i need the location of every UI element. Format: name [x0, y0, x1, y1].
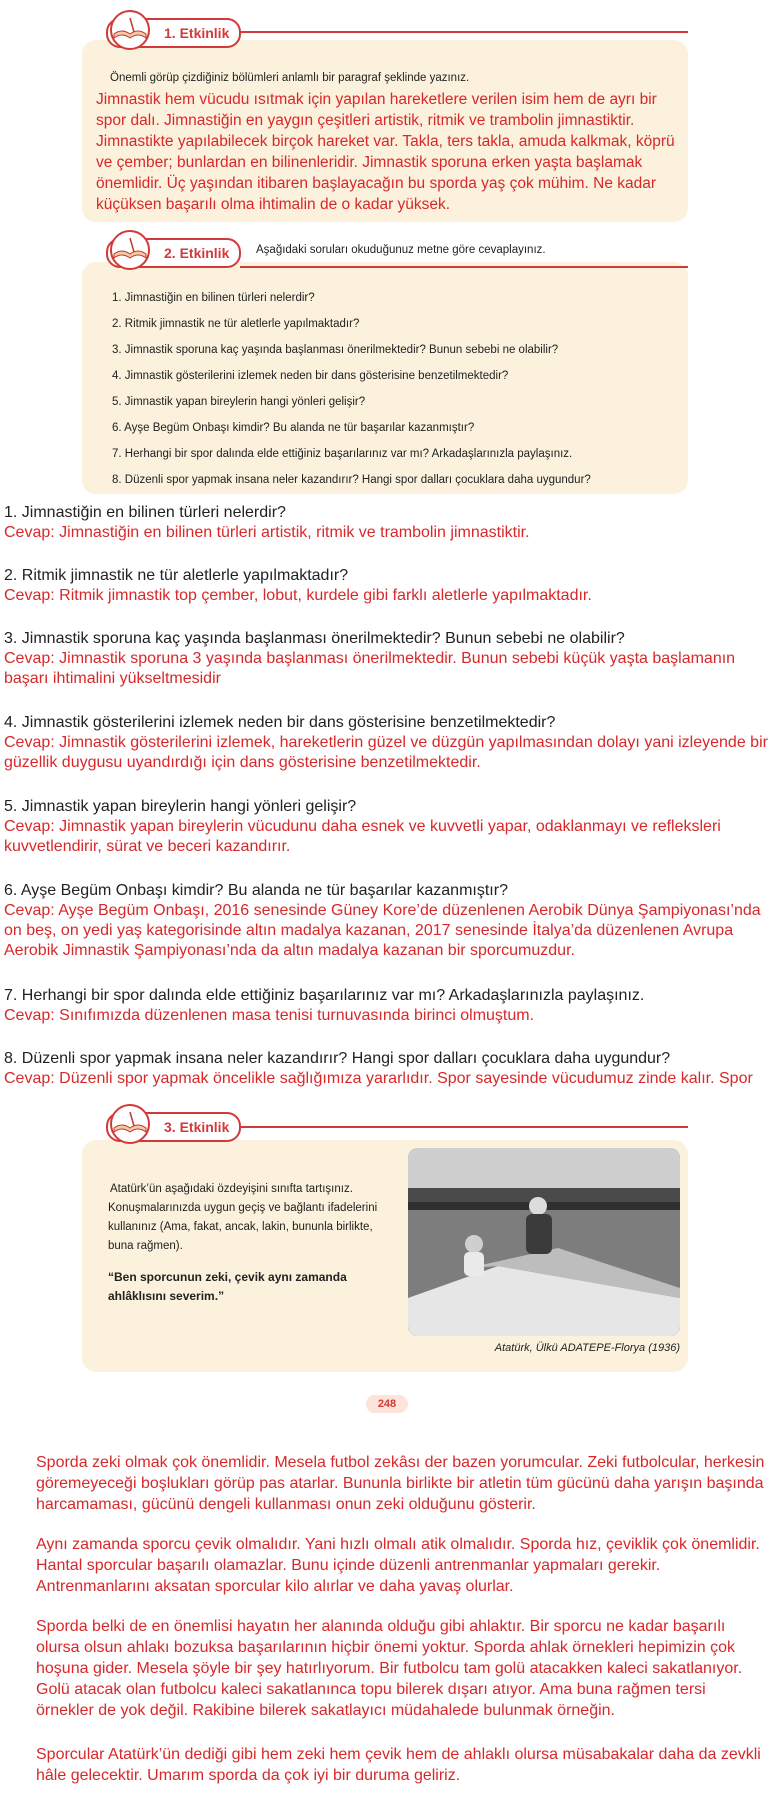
qa-item — [4, 797, 772, 881]
question-item: 3. Jimnastik sporuna kaç yaşında başlanması önerilmektedir? Bunun sebebi ne olabilir? — [112, 344, 559, 356]
qa-item — [4, 713, 772, 797]
question-item: 5. Jimnastik yapan bireylerin hangi yönleri gelişir? — [112, 396, 366, 408]
activity2-badge: 2. Etkinlik — [106, 238, 241, 268]
page-number: 248 — [366, 1395, 408, 1413]
qa-question: 5. Jimnastik yapan bireylerin hangi yönleri gelişir? — [4, 798, 357, 815]
activity1-badge: 1. Etkinlik — [106, 18, 241, 48]
essay-paragraph: Aynı zamanda sporcu çevik olmalıdır. Yani hızlı olmalı atik olmalıdır. Sporda hız, çeviklik çok önemlidir. Hantal sporcular başarılı olamazlar. Bunu içinde düzenli antrenmanlar yapmaları gerekir. Antrenmanlarını aksatan sporcular kilo alırlar ve daha yavaş olurlar. — [36, 1536, 760, 1595]
qa-question: 6. Ayşe Begüm Onbaşı kimdir? Bu alanda ne tür başarılar kazanmıştır? — [4, 882, 508, 899]
photo-illustration — [408, 1148, 680, 1336]
qa-question: 8. Düzenli spor yapmak insana neler kazandırır? Hangi spor dalları çocuklara daha uygundur? — [4, 1050, 671, 1067]
question-item: 1. Jimnastiğin en bilinen türleri nelerdir? — [112, 292, 315, 304]
qa-answer: Cevap: Ayşe Begüm Onbaşı, 2016 senesinde Güney Kore’de düzenlenen Aerobik Dünya Şampiyonası’nda on beş, on yedi yaş kategorisinde altın madalya kazanan, 2017 senesinde İtalya’da düzenlenen Avrupa Aerobik Jimnastik Şampiyonası’nda da altın madalya kazanan bir sporcumuzdur. — [4, 902, 761, 959]
activity1-answer: Jimnastik hem vücudu ısıtmak için yapılan hareketlere verilen isim hem de ayrı bir spor dalı. Jimnastiğin en yaygın çeşitleri artistik, ritmik ve trambolin jimnastiktir. Jimnastikte yapılabilecek birçok hareket var. Takla, ters takla, amuda kalkmak, köprü ve çember; bunlardan en bilinenleridir. Jimnastik sporuna erken yaşta başlamak önemlidir. Üç yaşından itibaren başlayacağın bu sporda yaş çok mühim. Ne kadar küçüksen başarılı olma ihtimalin de o kadar yüksek. — [96, 91, 675, 213]
qa-question: 2. Ritmik jimnastik ne tür aletlerle yapılmaktadır? — [4, 567, 349, 584]
activity3-instruction: Atatürk’ün aşağıdaki özdeyişini sınıfta tartışınız. Konuşmalarınızda uygun geçiş ve bağlantı ifadelerini kullanınız (Ama, fakat, ancak, lakin, bununla birlikte, buna rağmen). — [108, 1183, 378, 1252]
qa-item — [4, 986, 772, 1049]
essay-paragraph: Sporda belki de en önemlisi hayatın her alanında olduğu gibi ahlaktır. Bir sporcu ne kadar başarılı olursa olsun ahlakı bozuksa başarılarının hiçbir önemi yoktur. Sporda ahlak örnekleri hepimizin çok hoşuna gider. Mesela şöyle bir şey hatırlıyorum. Bir futbolcu tam golü atacakken kaleci sakatlanıyor. Golü atacak olan futbolcu kaleci sakatlanınca topu bilerek dışarı atıyor. Ama buna rağmen tersi örnekler de yok değil. Rakibine bilerek sakatlayıcı müdahalede bulunmak örneğin. — [36, 1618, 743, 1719]
qa-block — [4, 503, 772, 1091]
ataturk-photo — [408, 1148, 680, 1336]
book-icon — [104, 1104, 156, 1144]
qa-question: 3. Jimnastik sporuna kaç yaşında başlanması önerilmektedir? Bunun sebebi ne olabilir? — [4, 630, 625, 647]
activity1-instruction: Önemli görüp çizdiğiniz bölümleri anlamlı bir paragraf şeklinde yazınız. — [110, 72, 470, 84]
qa-question: 7. Herhangi bir spor dalında elde ettiğiniz başarılarınız var mı? Arkadaşlarınızla paylaşınız. — [4, 987, 645, 1004]
question-item: 2. Ritmik jimnastik ne tür aletlerle yapılmaktadır? — [112, 318, 360, 330]
qa-item — [4, 881, 772, 986]
qa-answer: Cevap: Jimnastik gösterilerini izlemek, hareketlerin güzel ve düzgün yapılmasından dolayı yani izleyende bir güzellik duygusu uyandırdığı için dans gösterisine benzetilmektedir. — [4, 734, 768, 771]
qa-question: 1. Jimnastiğin en bilinen türleri nelerdir? — [4, 504, 286, 521]
activity3-rule — [190, 1126, 688, 1128]
activity3-quote: “Ben sporcunun zeki, çevik aynı zamanda ahlâklısını severim.” — [108, 1270, 347, 1303]
qa-answer: Cevap: Düzenli spor yapmak öncelikle sağlığımıza yararlıdır. Spor sayesinde vücudumuz zinde kalır. Spor — [4, 1070, 753, 1087]
qa-answer: Cevap: Jimnastiğin en bilinen türleri artistik, ritmik ve trambolin jimnastiktir. — [4, 524, 530, 541]
qa-answer: Cevap: Jimnastik yapan bireylerin vücudunu daha esnek ve kuvvetli yapar, odaklanmayı ve refleksleri kuvvetlendirir, sürat ve beceri kazandırır. — [4, 818, 721, 855]
essay-paragraph: Sporda zeki olmak çok önemlidir. Mesela futbol zekâsı der bazen yorumcular. Zeki futbolcular, herkesin göremeyeceği boşlukları görüp pas atarlar. Bununla birlikte bir atletin tüm gücünü daha yarışın başında harcamaması, gücünü dengeli kullanması onun zeki olduğunu gösterir. — [36, 1454, 765, 1513]
question-item: 6. Ayşe Begüm Onbaşı kimdir? Bu alanda ne tür başarılar kazanmıştır? — [112, 422, 475, 434]
qa-item — [4, 629, 772, 713]
book-icon — [104, 230, 156, 270]
qa-item — [4, 503, 772, 566]
book-icon — [104, 10, 156, 50]
qa-item — [4, 566, 772, 629]
essay-paragraph: Sporcular Atatürk’ün dediği gibi hem zeki hem çevik hem de ahlaklı olursa müsabakalar daha da zevkli hâle gelecektir. Umarım sporda da çok iyi bir duruma geliriz. — [36, 1746, 761, 1784]
activity2-rule — [240, 266, 688, 268]
activity2-instruction: Aşağıdaki soruları okuduğunuz metne göre cevaplayınız. — [256, 244, 546, 256]
qa-question: 4. Jimnastik gösterilerini izlemek neden bir dans gösterisine benzetilmektedir? — [4, 714, 556, 731]
qa-item — [4, 1049, 772, 1091]
qa-answer: Cevap: Sınıfımızda düzenlenen masa tenisi turnuvasında birinci olmuştum. — [4, 1007, 535, 1024]
qa-answer: Cevap: Jimnastik sporuna 3 yaşında başlanması önerilmektedir. Bunun sebebi küçük yaşta başlamanın başarı ihtimalini yükseltmesidir — [4, 650, 736, 687]
photo-caption: Atatürk, Ülkü ADATEPE-Florya (1936) — [494, 1342, 680, 1354]
activity3-badge: 3. Etkinlik — [106, 1112, 241, 1142]
question-item: 8. Düzenli spor yapmak insana neler kazandırır? Hangi spor dalları çocuklara daha uygundur? — [112, 474, 591, 486]
qa-answer: Cevap: Ritmik jimnastik top çember, lobut, kurdele gibi farklı aletlerle yapılmaktadır. — [4, 587, 592, 604]
question-item: 4. Jimnastik gösterilerini izlemek neden bir dans gösterisine benzetilmektedir? — [112, 370, 509, 382]
question-item: 7. Herhangi bir spor dalında elde ettiğiniz başarılarınız var mı? Arkadaşlarınızla paylaşınız. — [112, 448, 573, 460]
activity1-rule — [190, 31, 688, 33]
